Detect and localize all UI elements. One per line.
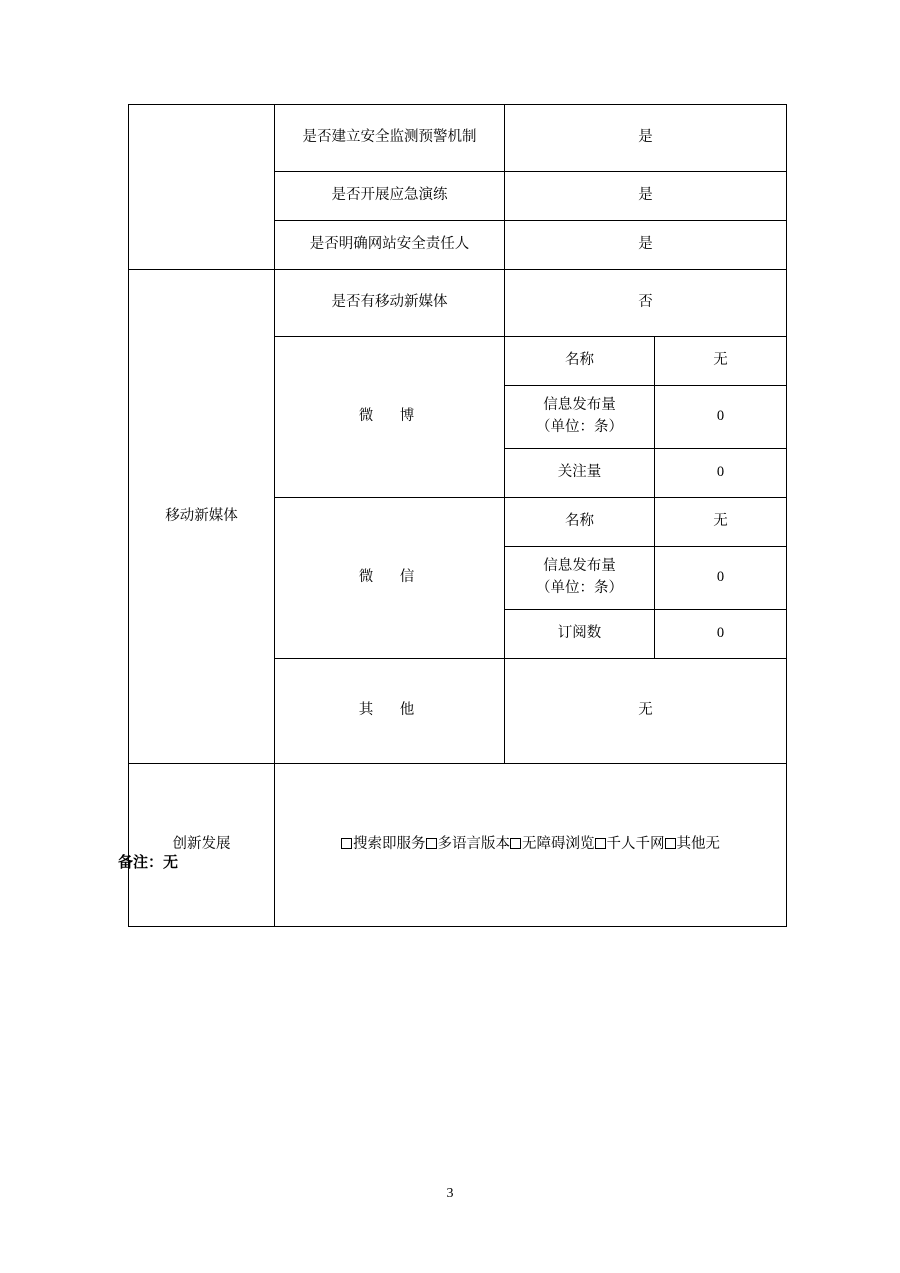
innovation-option-2[interactable] [426, 836, 511, 852]
weixin-publish-count-value: 0 [655, 547, 787, 610]
weixin-subscribers-value: 0 [655, 610, 787, 659]
security-row-label: 是否开展应急演练 [275, 172, 505, 221]
innovation-option-label: 其他 [676, 836, 706, 853]
weixin-label: 微 信 [275, 498, 505, 659]
innovation-option-5[interactable] [665, 836, 706, 852]
weixin-publish-count-label [505, 547, 655, 610]
label-line-1: 信息发布量 [543, 558, 616, 575]
weixin-name-value: 无 [655, 498, 787, 547]
innovation-option-label: 搜索即服务 [353, 836, 426, 853]
security-row-label: 是否明确网站安全责任人 [275, 221, 505, 270]
security-row-value: 是 [505, 105, 787, 172]
innovation-option-1[interactable] [341, 836, 426, 852]
innovation-option-4[interactable] [595, 836, 665, 852]
security-row-value: 是 [505, 221, 787, 270]
page-number: 3 [446, 1186, 454, 1201]
checkbox-icon[interactable] [665, 838, 676, 849]
checkbox-icon[interactable] [595, 838, 606, 849]
innovation-option-label: 多语言版本 [437, 836, 510, 853]
weibo-label: 微 博 [275, 337, 505, 498]
security-row-value: 是 [505, 172, 787, 221]
weibo-publish-count-label [505, 386, 655, 449]
weibo-followers-value: 0 [655, 449, 787, 498]
innovation-option-label: 无障碍浏览 [522, 836, 595, 853]
weibo-name-value: 无 [655, 337, 787, 386]
innovation-option-label: 千人千网 [606, 836, 665, 853]
weixin-subscribers-label: 订阅数 [505, 610, 655, 659]
innovation-section-header: 创新发展 [129, 764, 275, 927]
innovation-trailing-text: 无 [705, 836, 720, 853]
other-media-label: 其 他 [275, 659, 505, 764]
checkbox-icon[interactable] [341, 838, 352, 849]
weibo-publish-count-value: 0 [655, 386, 787, 449]
checkbox-icon[interactable] [426, 838, 437, 849]
weixin-name-label: 名称 [505, 498, 655, 547]
weibo-followers-label: 关注量 [505, 449, 655, 498]
has-mobile-media-value: 否 [505, 270, 787, 337]
weibo-name-label: 名称 [505, 337, 655, 386]
security-row-label: 是否建立安全监测预警机制 [275, 105, 505, 172]
table-row [129, 105, 787, 172]
security-section-blank-cell [129, 105, 275, 270]
checkbox-icon[interactable] [510, 838, 521, 849]
form-table-wrapper [128, 104, 786, 927]
label-line-2: （单位：条） [536, 419, 623, 435]
remark-note: 备注：无 [118, 855, 179, 871]
innovation-options-cell [275, 764, 787, 927]
label-line-1: 信息发布量 [543, 397, 616, 414]
mobile-media-section-header: 移动新媒体 [129, 270, 275, 764]
label-line-2: （单位：条） [536, 580, 623, 596]
annual-report-table [128, 104, 787, 927]
has-mobile-media-label: 是否有移动新媒体 [275, 270, 505, 337]
innovation-option-3[interactable] [510, 836, 595, 852]
table-row [129, 270, 787, 337]
table-row [129, 764, 787, 927]
other-media-value: 无 [505, 659, 787, 764]
